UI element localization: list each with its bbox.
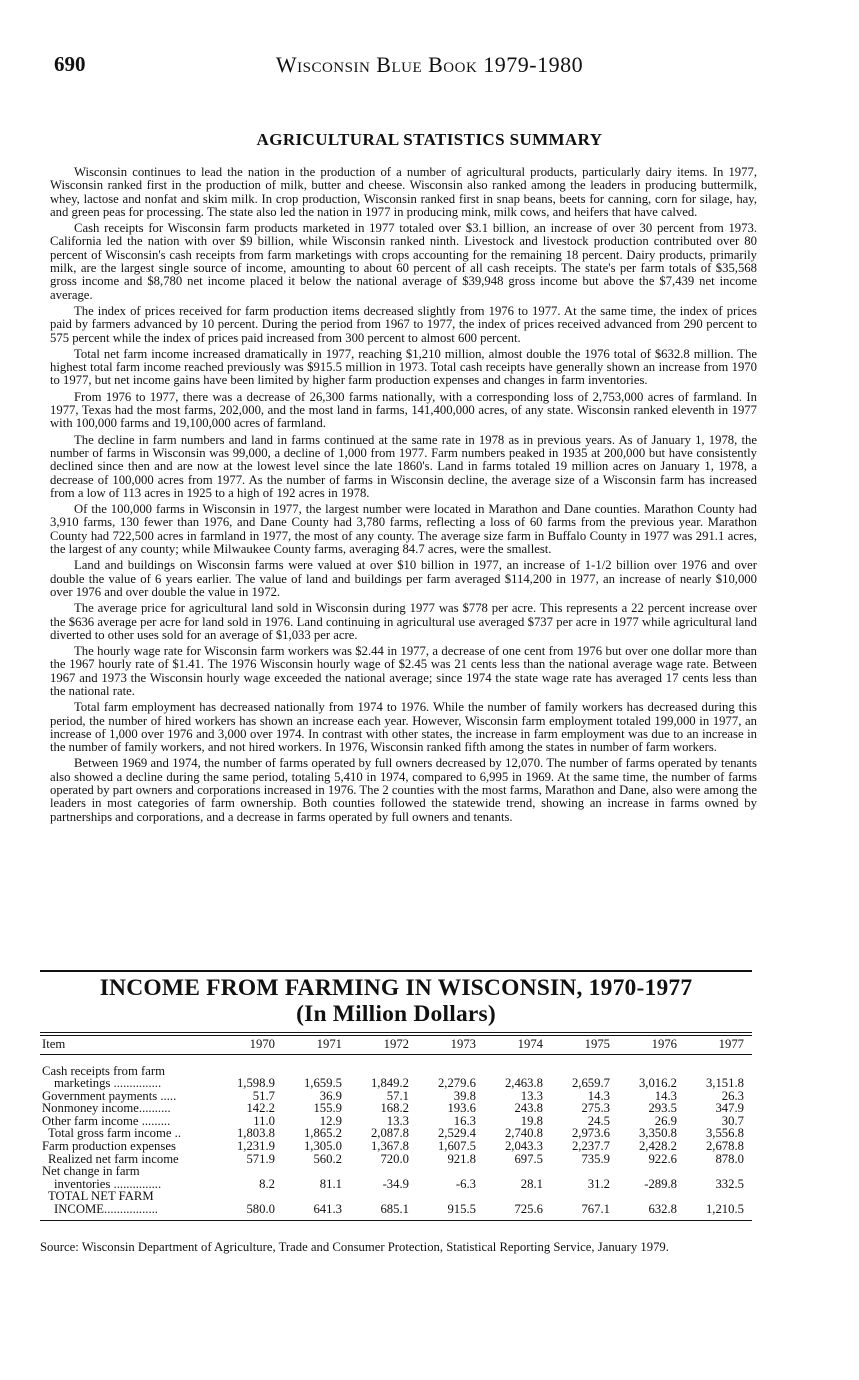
table-cell (618, 1165, 685, 1178)
table-cell: 168.2 (380, 1101, 409, 1116)
table-cell: 155.9 (313, 1101, 342, 1116)
body-text (50, 166, 757, 827)
paragraph: Total farm employment has decreased nationally from 1974 to 1976. While the number of family workers has decreased during this period, the number of hired workers has shown an increase each year. However, Wisconsin farm employment totaled 199,000 in 1977, an increase of 1,000 over 1976 and 3,000 over 1974. In contrast with other states, the increase in farm employment was due to an increase in the number of family workers, and not hired workers. In 1976, Wisconsin ranked fifth among the states in number of farm workers. (50, 700, 757, 755)
table-cell: 19.8 (520, 1113, 543, 1128)
section-title: AGRICULTURAL STATISTICS SUMMARY (256, 130, 603, 149)
table-cell: 2,740.8 (504, 1126, 543, 1141)
table-cell (685, 1165, 752, 1178)
table-cell: 193.6 (447, 1101, 476, 1116)
table-cell: 3,350.8 (638, 1126, 677, 1141)
column-header-year: 1974 (517, 1037, 543, 1051)
table-title (40, 975, 752, 1027)
table-cell: 720.0 (380, 1151, 409, 1166)
table-cell: 685.1 (380, 1202, 409, 1217)
table-cell: -289.8 (644, 1176, 677, 1191)
table-spacer-row (40, 1055, 752, 1065)
table-cell: 243.8 (514, 1101, 543, 1116)
table-cell: 3,016.2 (638, 1076, 677, 1091)
table-cell: 14.3 (587, 1088, 610, 1103)
column-header-year: 1971 (316, 1037, 342, 1051)
row-label: TOTAL NET FARM (48, 1189, 154, 1204)
row-label: Farm production expenses (42, 1139, 176, 1154)
table-cell: 767.1 (581, 1202, 610, 1217)
table-cell: 2,043.3 (504, 1139, 543, 1154)
table-cell: 878.0 (715, 1151, 744, 1166)
table-cell: 915.5 (447, 1202, 476, 1217)
table-cell: 142.2 (246, 1101, 275, 1116)
income-table (40, 1036, 752, 1216)
table-cell: 1,865.2 (303, 1126, 342, 1141)
paragraph: The decline in farm numbers and land in farms continued at the same rate in 1978 as in previous years. As of January 1, 1978, the number of farms in Wisconsin was 99,000, a decline of 1,000 from 1977. Farm numbers peaked in 1935 at 200,000 but have consistently declined since then and are now at the lowest level since the late 1860's. Land in farms totaled 19 million acres on January 1, 1978, a decrease of 100,000 acres from 1977. As the number of farms in Wisconsin decline, the average size of a Wisconsin farm has increased from a low of 113 acres in 1925 to a high of 192 acres in 1978. (50, 432, 757, 500)
spacer-cell (40, 1055, 752, 1065)
row-label: marketings ............... (54, 1076, 162, 1091)
table-cell: 30.7 (721, 1113, 744, 1128)
table-cell: 2,529.4 (437, 1126, 476, 1141)
row-label: Cash receipts from farm (42, 1063, 165, 1078)
table-cell: 36.9 (319, 1088, 342, 1103)
row-label: inventories ............... (54, 1176, 162, 1191)
income-table-wrap (40, 1032, 752, 1221)
table-cell: 921.8 (447, 1151, 476, 1166)
row-label: Net change in farm (42, 1164, 140, 1179)
table-cell: 12.9 (319, 1113, 342, 1128)
paragraph: Total net farm income increased dramatically in 1977, reaching $1,210 million, almost double the 1976 total of $632.8 million. The highest total farm income reached previously was $915.5 million in 1973. Total cash receipts have generally shown an increase from 1970 to 1977, but net income gains have been limited by higher farm production expenses and changes in farm inventories. (50, 346, 757, 388)
table-cell: 332.5 (715, 1176, 744, 1191)
paragraph: The average price for agricultural land sold in Wisconsin during 1977 was $778 per acre. This represents a 22 percent increase over the $636 average per acre for land sold in 1976. Land continuing in agricultural use averaged $737 per acre in 1977 while agricultural land diverted to other uses sold for an average of $1,033 per acre. (50, 601, 757, 642)
paragraph: Land and buildings on Wisconsin farms were valued at over $10 billion in 1977, an increase of 1-1/2 billion over 1976 and over double the value of 6 years earlier. The value of land and buildings per farm averaged $114,200 in 1977, an increase of nearly $10,000 over 1976 and over double the value in 1972. (50, 558, 757, 599)
row-label: INCOME................. (54, 1202, 158, 1217)
table-cell: 2,428.2 (638, 1139, 677, 1154)
table-cell: 1,210.5 (705, 1202, 744, 1217)
table-cell: 14.3 (654, 1088, 677, 1103)
table-cell: 641.3 (313, 1202, 342, 1217)
column-header-year: 1973 (450, 1037, 476, 1051)
table-cell: 24.5 (587, 1113, 610, 1128)
table-cell: 13.3 (520, 1088, 543, 1103)
table-cell: 57.1 (386, 1088, 409, 1103)
table-bottom-rule (40, 1220, 752, 1221)
page-number: 690 (54, 52, 86, 76)
table-cell (350, 1165, 417, 1178)
table-cell: 16.3 (453, 1113, 476, 1128)
table-row (40, 1102, 752, 1115)
paragraph: The hourly wage rate for Wisconsin farm workers was $2.44 in 1977, a decrease of one cent from 1976 but over one dollar more than the 1967 hourly rate of $1.41. The 1976 Wisconsin hourly wage of $2.45 was 21 cents less than the national average wage rate. Between 1967 and 1973 the Wisconsin hourly wage exceeded the national average; since 1974 the state wage rate has averaged 17 cents less than the national rate. (50, 644, 757, 698)
table-cell: 31.2 (587, 1176, 610, 1191)
table-cell: 2,237.7 (571, 1139, 610, 1154)
table-cell (216, 1165, 283, 1178)
table-cell: 51.7 (252, 1088, 275, 1103)
table-row (40, 1203, 752, 1216)
paragraph: Cash receipts for Wisconsin farm products marketed in 1977 totaled over $3.1 billion, an increase of over 30 percent from 1973. California led the nation with over $9 billion, while Wisconsin ranked ninth. Livestock and livestock production contributed over 80 percent of Wisconsin's cash receipts from farm marketings with crops accounting for the remaining 18 percent. Dairy products, primarily milk, are the largest single source of income, amounting to about 60 percent of all cash receipts. The state's per farm totals of $35,568 gross income and $8,780 net income placed it below the national average of $39,948 gross income but above the $7,439 net income average. (50, 221, 757, 302)
table-cell: 560.2 (313, 1151, 342, 1166)
table-cell: 26.3 (721, 1088, 744, 1103)
table-cell: 1,849.2 (370, 1076, 409, 1091)
table-row (40, 1153, 752, 1166)
row-label: Realized net farm income (48, 1151, 179, 1166)
row-label: Government payments ..... (42, 1088, 177, 1103)
row-label: Other farm income ......... (42, 1113, 171, 1128)
table-row (40, 1140, 752, 1153)
table-cell: 2,973.6 (571, 1126, 610, 1141)
table-cell: 8.2 (259, 1176, 275, 1191)
table-cell: -6.3 (455, 1176, 476, 1191)
table-cell: 1,367.8 (370, 1139, 409, 1154)
table-cell: 580.0 (246, 1202, 275, 1217)
table-cell: 28.1 (520, 1176, 543, 1191)
table-header-row (40, 1036, 752, 1055)
column-header-year: 1970 (249, 1037, 275, 1051)
table-cell: 922.6 (648, 1151, 677, 1166)
column-header-item: Item (42, 1037, 66, 1051)
table-cell: 3,151.8 (705, 1076, 744, 1091)
column-header-year: 1972 (383, 1037, 409, 1051)
table-cell: 632.8 (648, 1202, 677, 1217)
paragraph: Between 1969 and 1974, the number of farms operated by full owners decreased by 12,070. The number of farms operated by tenants also showed a decline during the same period, totaling 5,410 in 1974, compared to 6,995 in 1969. At the same time, the number of farms operated by part owners and corporations increased in 1976. The 2 counties with the most farms, Marathon and Dane, also were among the leaders in most categories of farm ownership. Both counties followed the statewide trend, showing an increase in farms owned by partnerships and corporations, and a decrease in farms operated by full owners and tenants. (50, 756, 757, 824)
table-cell: 1,803.8 (236, 1126, 275, 1141)
table-cell: 11.0 (253, 1113, 275, 1128)
page-header (40, 52, 819, 86)
paragraph: From 1976 to 1977, there was a decrease of 26,300 farms nationally, with a corresponding loss of 2,753,000 acres of farmland. In 1977, Texas had the most farms, 202,000, and the most land in farms, 141,400,000 acres, of any state. Wisconsin ranked eleventh in 1977 with 100,000 farms and 19,100,000 acres of farmland. (50, 389, 757, 431)
table-cell: 1,305.0 (303, 1139, 342, 1154)
table-cell: 81.1 (319, 1176, 342, 1191)
row-label: Nonmoney income.......... (42, 1101, 171, 1116)
running-head: Wisconsin Blue Book 1979-1980 (275, 52, 584, 77)
table-cell (484, 1165, 551, 1178)
column-header-year: 1975 (584, 1037, 610, 1051)
table-title-line2: (In Million Dollars) (296, 1001, 496, 1027)
table-cell: 725.6 (514, 1202, 543, 1217)
table-cell: 697.5 (514, 1151, 543, 1166)
table-cell: 2,659.7 (571, 1076, 610, 1091)
paragraph: Wisconsin continues to lead the nation in the production of a number of agricultural products, particularly dairy items. In 1977, Wisconsin ranked first in the production of milk, butter and cheese. Wisconsin also ranked among the leaders in producing buttermilk, whey, lactose and nonfat and skim milk. In crop production, Wisconsin ranked first in snap beans, beets for canning, corn for silage, hay, and green peas for processing. The state also led the nation in 1977 in producing mink, milk cows, and heifers that have calved. (50, 165, 757, 219)
table-cell: 39.8 (453, 1088, 476, 1103)
table-top-rule (40, 970, 752, 972)
column-header-year: 1976 (651, 1037, 677, 1051)
table-cell: 571.9 (246, 1151, 275, 1166)
table-cell: 1,659.5 (303, 1076, 342, 1091)
table-cell (283, 1165, 350, 1178)
table-row (40, 1077, 752, 1090)
table-source-note: Source: Wisconsin Department of Agriculture, Trade and Consumer Protection, Statistical Reporting Service, January 1979. (40, 1240, 669, 1254)
table-cell: 2,279.6 (437, 1076, 476, 1091)
table-cell: 347.9 (715, 1101, 744, 1116)
table-cell: 13.3 (386, 1113, 409, 1128)
table-cell: 1,607.5 (437, 1139, 476, 1154)
paragraph: The index of prices received for farm production items decreased slightly from 1976 to 1977. At the same time, the index of prices paid by farmers advanced by 10 percent. During the period from 1967 to 1977, the index of prices received advanced from 290 percent to 575 percent while the index of prices paid increased from 300 percent to almost 600 percent. (50, 303, 757, 345)
table-cell (417, 1165, 484, 1178)
table-cell: 1,598.9 (236, 1076, 275, 1091)
paragraph: Of the 100,000 farms in Wisconsin in 1977, the largest number were located in Marathon and Dane counties. Marathon County had 3,910 farms, 130 fewer than 1976, and Dane County had 3,780 farms, reflecting a loss of 60 farms from the previous year. Marathon County had 722,500 acres in farmland in 1977, the most of any county. The average size farm in Buffalo County in 1977 was 291.1 acres, the largest of any county; while Milwaukee County farms, averaging 84.7 acres, were the smallest. (50, 502, 757, 557)
table-row (40, 1165, 752, 1178)
table-cell: 2,463.8 (504, 1076, 543, 1091)
table-cell: 275.3 (581, 1101, 610, 1116)
table-cell: 1,231.9 (236, 1139, 275, 1154)
table-cell: 3,556.8 (705, 1126, 744, 1141)
table-cell: 26.9 (654, 1113, 677, 1128)
table-cell: 2,087.8 (370, 1126, 409, 1141)
table-cell: 2,678.8 (705, 1139, 744, 1154)
table-cell: 735.9 (581, 1151, 610, 1166)
table-body (40, 1055, 752, 1216)
row-label: Total gross farm income .. (48, 1126, 182, 1141)
table-cell (551, 1165, 618, 1178)
table-cell: 293.5 (648, 1101, 677, 1116)
column-header-year: 1977 (718, 1037, 744, 1051)
table-cell: -34.9 (382, 1176, 409, 1191)
table-title-line1: INCOME FROM FARMING IN WISCONSIN, 1970-1977 (99, 975, 693, 1001)
